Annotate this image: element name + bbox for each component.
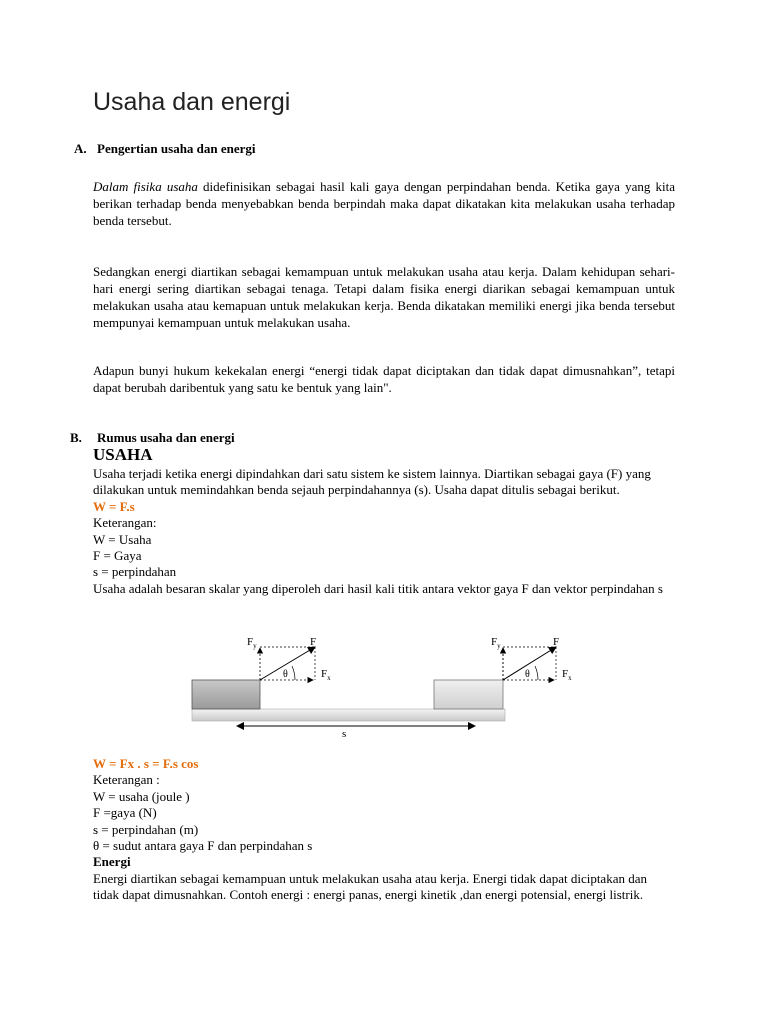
scalar-text: Usaha adalah besaran skalar yang diperoleh dari hasil kali titik antara vektor gaya F dan vektor perpindahan s	[93, 580, 663, 596]
definition-f-2: F =gaya (N)	[93, 805, 157, 821]
energi-heading: Energi	[93, 854, 131, 870]
energi-text: Energi diartikan sebagai kemampuan untuk melakukan usaha atau kerja. Energi tidak dapat diciptakan dan tidak dapat dimusnahkan. Contoh energi : energi panas, energi kinetik ,dan energi potensial, energi listrik.	[93, 870, 647, 903]
definition-theta: θ = sudut antara gaya F dan perpindahan s	[93, 838, 313, 854]
usaha-block	[93, 466, 675, 597]
angle-arc-right	[535, 666, 538, 680]
formula-block	[93, 756, 675, 904]
section-a-label: A.	[74, 141, 87, 156]
label-theta-left: θ	[283, 669, 288, 680]
usaha-heading: USAHA	[93, 445, 153, 464]
paragraph-energi-definition: Sedangkan energi diartikan sebagai kemampuan untuk melakukan usaha atau kerja. Dalam kehidupan sehari-hari energi sering diartikan sebagai tenaga. Tetapi dalam fisika energi diarikan sebagai kemampuan untuk melakukan usaha atau kemapuan untuk melakukan kerja. Benda dikatakan memiliki energi jika benda tersebut mempunyai kemampuan untuk melakukan usaha.	[93, 264, 675, 330]
paragraph-text: didefinisikan sebagai hasil kali gaya dengan perpindahan benda. Ketika gaya yang kita berikan terhadap benda menyebabkan benda berpindah maka dapat dikatakan kita melakukan usaha terhadap benda tersebut.	[93, 179, 675, 228]
label-s: s	[342, 728, 347, 740]
ground-surface	[192, 709, 505, 721]
definition-s-2: s = perpindahan (m)	[93, 821, 199, 837]
label-fx-right: $F_x$	[562, 668, 572, 682]
label-f-right: F	[553, 636, 560, 648]
section-b-label: B.	[70, 430, 82, 445]
section-b-heading	[70, 430, 235, 446]
definition-s: s = perpindahan	[93, 564, 177, 580]
italic-phrase: Dalam fisika usaha	[93, 179, 198, 194]
paragraph-usaha-definition	[93, 178, 675, 229]
label-fy-left: $F_y$	[247, 636, 257, 650]
paragraph-hukum-kekekalan: Adapun bunyi hukum kekekalan energi “energi tidak dapat diciptakan dan tidak dapat dimusnahkan”, tetapi dapat berubah daribentuk yang satu ke bentuk yang lain".	[93, 363, 675, 395]
label-f-left: F	[310, 636, 317, 648]
formula-w-fs: W = F.s	[93, 498, 135, 514]
section-a-title: Pengertian usaha dan energi	[97, 141, 256, 156]
label-fx-left: $F_x$	[321, 668, 331, 682]
page-title: Usaha dan energi	[93, 88, 291, 116]
definition-w: W = Usaha	[93, 531, 152, 547]
label-theta-right: θ	[525, 669, 530, 680]
usaha-text: Usaha terjadi ketika energi dipindahkan dari satu sistem ke sistem lainnya. Diartikan sebagai gaya (F) yang dilakukan untuk memindahkan benda sejauh perpindahannya (s). Usaha dapat ditulis sebagai berikut.	[93, 466, 651, 498]
definition-w-2: W = usaha (joule )	[93, 788, 190, 804]
formula-w-fs-cos: W = Fx . s = F.s cos	[93, 756, 199, 771]
keterangan-label-2: Keterangan :	[93, 772, 160, 788]
keterangan-label: Keterangan:	[93, 515, 157, 531]
label-fy-right: $F_y$	[491, 636, 501, 650]
section-b-title: Rumus usaha dan energi	[97, 430, 235, 445]
angle-arc-left	[292, 666, 295, 680]
section-a-heading	[74, 141, 256, 157]
definition-f: F = Gaya	[93, 548, 142, 564]
block-initial	[192, 680, 260, 709]
right-force-vectors	[434, 633, 584, 693]
